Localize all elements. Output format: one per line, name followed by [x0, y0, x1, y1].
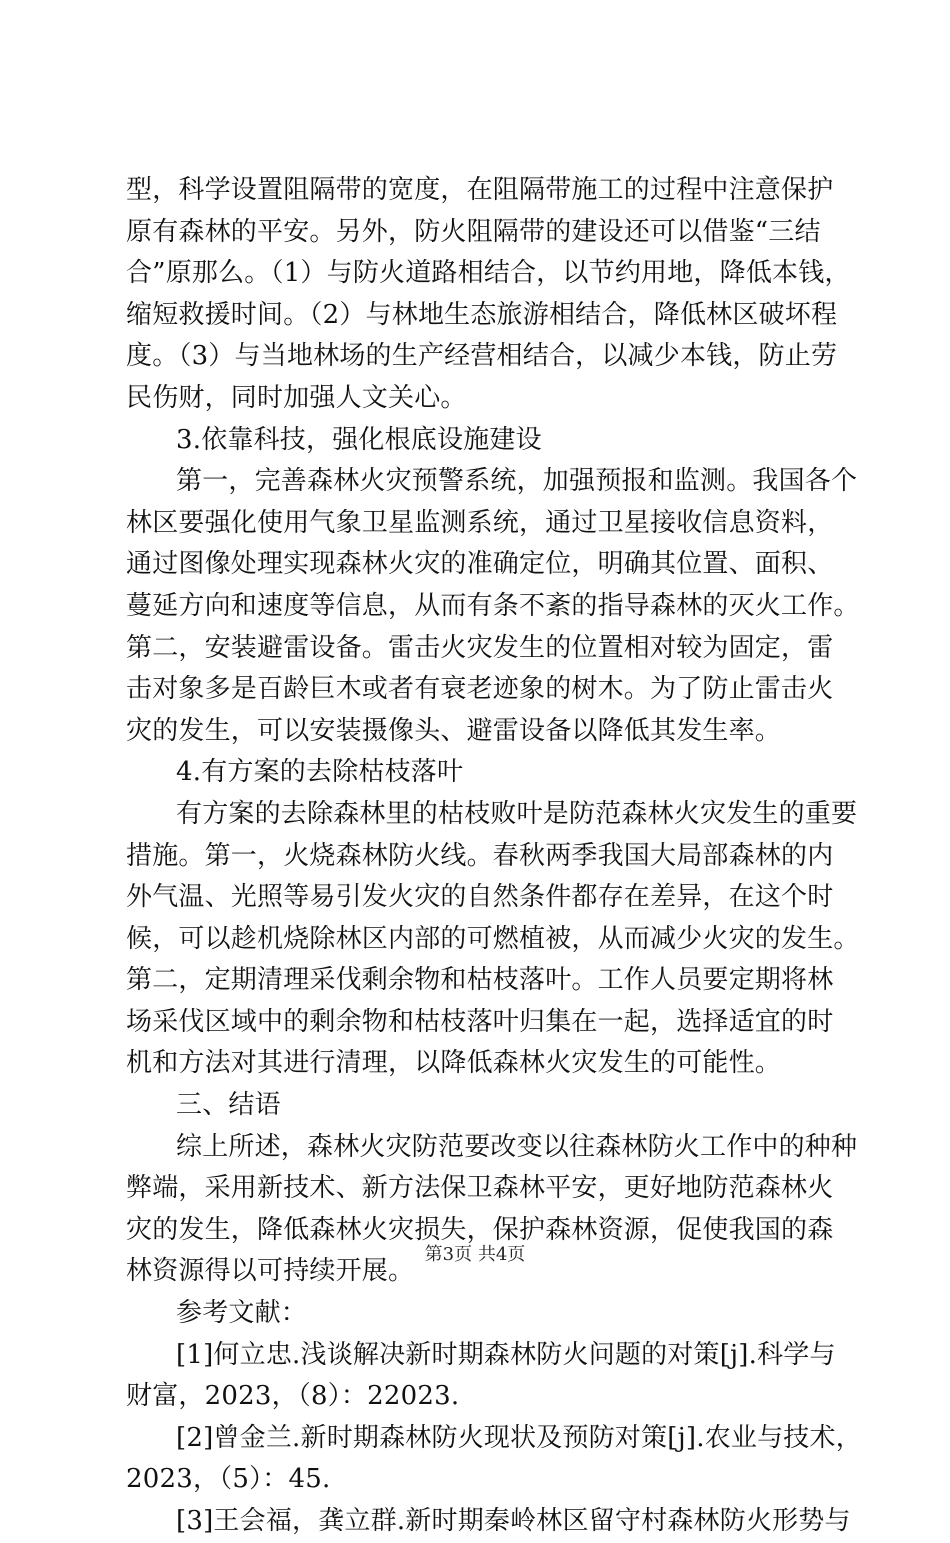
text-line: [3]王会福，龚立群.新时期秦岭林区留守村森林防火形势与: [176, 1506, 851, 1536]
text-line: 机和方法对其进行清理，以降低森林火灾发生的可能性。: [126, 1048, 782, 1079]
text-line: 击对象多是百龄巨木或者有衰老迹象的树木。为了防止雷击火: [126, 674, 834, 705]
text-line: 措施。第一，火烧森林防火线。春秋两季我国大局部森林的内: [126, 840, 834, 871]
text-line: 2023，（5）：45.: [126, 1464, 331, 1495]
text-line: 型，科学设置阻隔带的宽度，在阻隔带施工的过程中注意保护: [126, 175, 834, 205]
text-line: 第一，完善森林火灾预警系统，加强预报和监测。我国各个: [176, 466, 858, 497]
text-line: 林区要强化使用气象卫星监测系统，通过卫星接收信息资料，: [126, 507, 834, 538]
text-line: 参考文献：: [176, 1298, 308, 1329]
text-line: 林资源得以可持续开展。: [126, 1256, 415, 1287]
text-line: 灾的发生，降低森林火灾损失，保护森林资源，促使我国的森: [126, 1214, 834, 1245]
text-line: 蔓延方向和速度等信息，从而有条不紊的指导森林的灭火工作。: [126, 590, 860, 621]
text-line: 场采伐区域中的剩余物和枯枝落叶归集在一起，选择适宜的时: [126, 1006, 834, 1037]
text-line: 缩短救援时间。（2）与林地生态旅游相结合，降低林区破坏程: [126, 299, 838, 330]
page-footer: 第3页 共4页: [424, 1244, 526, 1265]
text-line: 第二，定期清理采伐剩余物和枯枝落叶。工作人员要定期将林: [126, 965, 834, 996]
text-line: 4.有方案的去除枯枝落叶: [176, 757, 464, 788]
text-line: [1]何立忠.浅谈解决新时期森林防火问题的对策[j].科学与: [176, 1339, 836, 1370]
text-line: 有方案的去除森林里的枯枝败叶是防范森林火灾发生的重要: [176, 798, 858, 829]
text-line: 灾的发生，可以安装摄像头、避雷设备以降低其发生率。: [126, 715, 782, 746]
text-line: 原有森林的平安。另外，防火阻隔带的建设还可以借鉴“三结: [126, 216, 821, 247]
text-line: 度。（3）与当地林场的生产经营相结合，以减少本钱，防止劳: [126, 341, 838, 372]
text-line: 3.依靠科技，强化根底设施建设: [176, 424, 542, 455]
text-line: 弊端，采用新技术、新方法保卫森林平安，更好地防范森林火: [126, 1173, 834, 1204]
text-line: 第二，安装避雷设备。雷击火灾发生的位置相对较为固定，雷: [126, 632, 834, 663]
text-line: 合”原那么。（1）与防火道路相结合，以节约用地，降低本钱，: [126, 258, 851, 289]
text-line: 通过图像处理实现森林火灾的准确定位，明确其位置、面积、: [126, 549, 834, 580]
text-line: 三、结语: [176, 1090, 281, 1121]
document-body: [126, 170, 862, 1543]
text-line: 综上所述，森林火灾防范要改变以往森林防火工作中的种种: [176, 1131, 858, 1162]
text-line: 财富，2023，（8）：22023.: [126, 1381, 460, 1412]
text-line: 候，可以趁机烧除林区内部的可燃植被，从而减少火灾的发生。: [126, 923, 860, 954]
text-line: 外气温、光照等易引发火灾的自然条件都存在差异，在这个时: [126, 882, 834, 913]
text-line: 民伤财，同时加强人文关心。: [126, 382, 467, 413]
text-line: [2]曾金兰.新时期森林防火现状及预防对策[j].农业与技术，: [176, 1422, 862, 1453]
